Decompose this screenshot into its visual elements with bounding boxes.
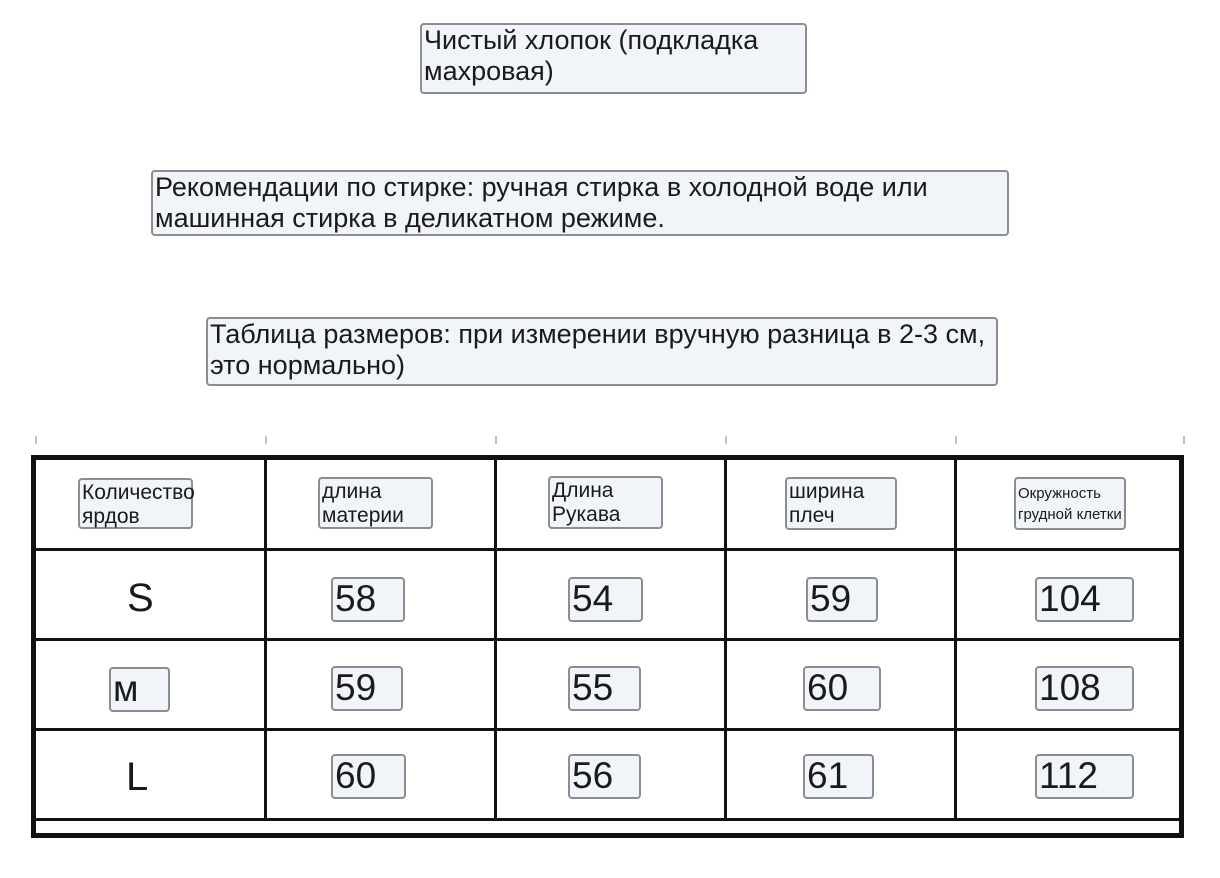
chest-l: 112 <box>1035 754 1134 799</box>
chest-m: 108 <box>1035 666 1134 711</box>
length-l: 60 <box>331 754 406 799</box>
size-label-s: S <box>127 576 154 620</box>
ruler-tick <box>1183 436 1185 444</box>
material-note: Чистый хлопок (подкладка махровая) <box>420 23 807 94</box>
chest-s: 104 <box>1035 577 1134 622</box>
column-header-shoulder: ширина плеч <box>785 477 897 530</box>
ruler-tick <box>955 436 957 444</box>
sleeve-m: 55 <box>568 666 641 711</box>
size-label-l: L <box>126 755 149 799</box>
shoulder-s: 59 <box>806 577 878 622</box>
column-header-sleeve: Длина Рукава <box>548 476 663 529</box>
shoulder-m: 60 <box>803 666 881 711</box>
size-table-note: Таблица размеров: при измерении вручную разница в 2-3 см, это нормально) <box>206 317 998 386</box>
washing-note: Рекомендации по стирке: ручная стирка в холодной воде или машинная стирка в деликатном режиме. <box>151 170 1009 236</box>
column-header-length: длина материи <box>318 477 433 529</box>
ruler-tick <box>495 436 497 444</box>
column-header-size: Количество ярдов <box>78 478 193 529</box>
column-header-chest: Окружность грудной клетки <box>1014 477 1126 530</box>
shoulder-l: 61 <box>803 754 874 799</box>
sleeve-s: 54 <box>568 577 643 622</box>
ruler-tick <box>265 436 267 444</box>
ruler-tick <box>725 436 727 444</box>
size-label-m: м <box>109 667 170 712</box>
length-s: 58 <box>331 577 405 622</box>
length-m: 59 <box>331 666 403 711</box>
sleeve-l: 56 <box>568 754 641 799</box>
ruler-tick <box>35 436 37 444</box>
